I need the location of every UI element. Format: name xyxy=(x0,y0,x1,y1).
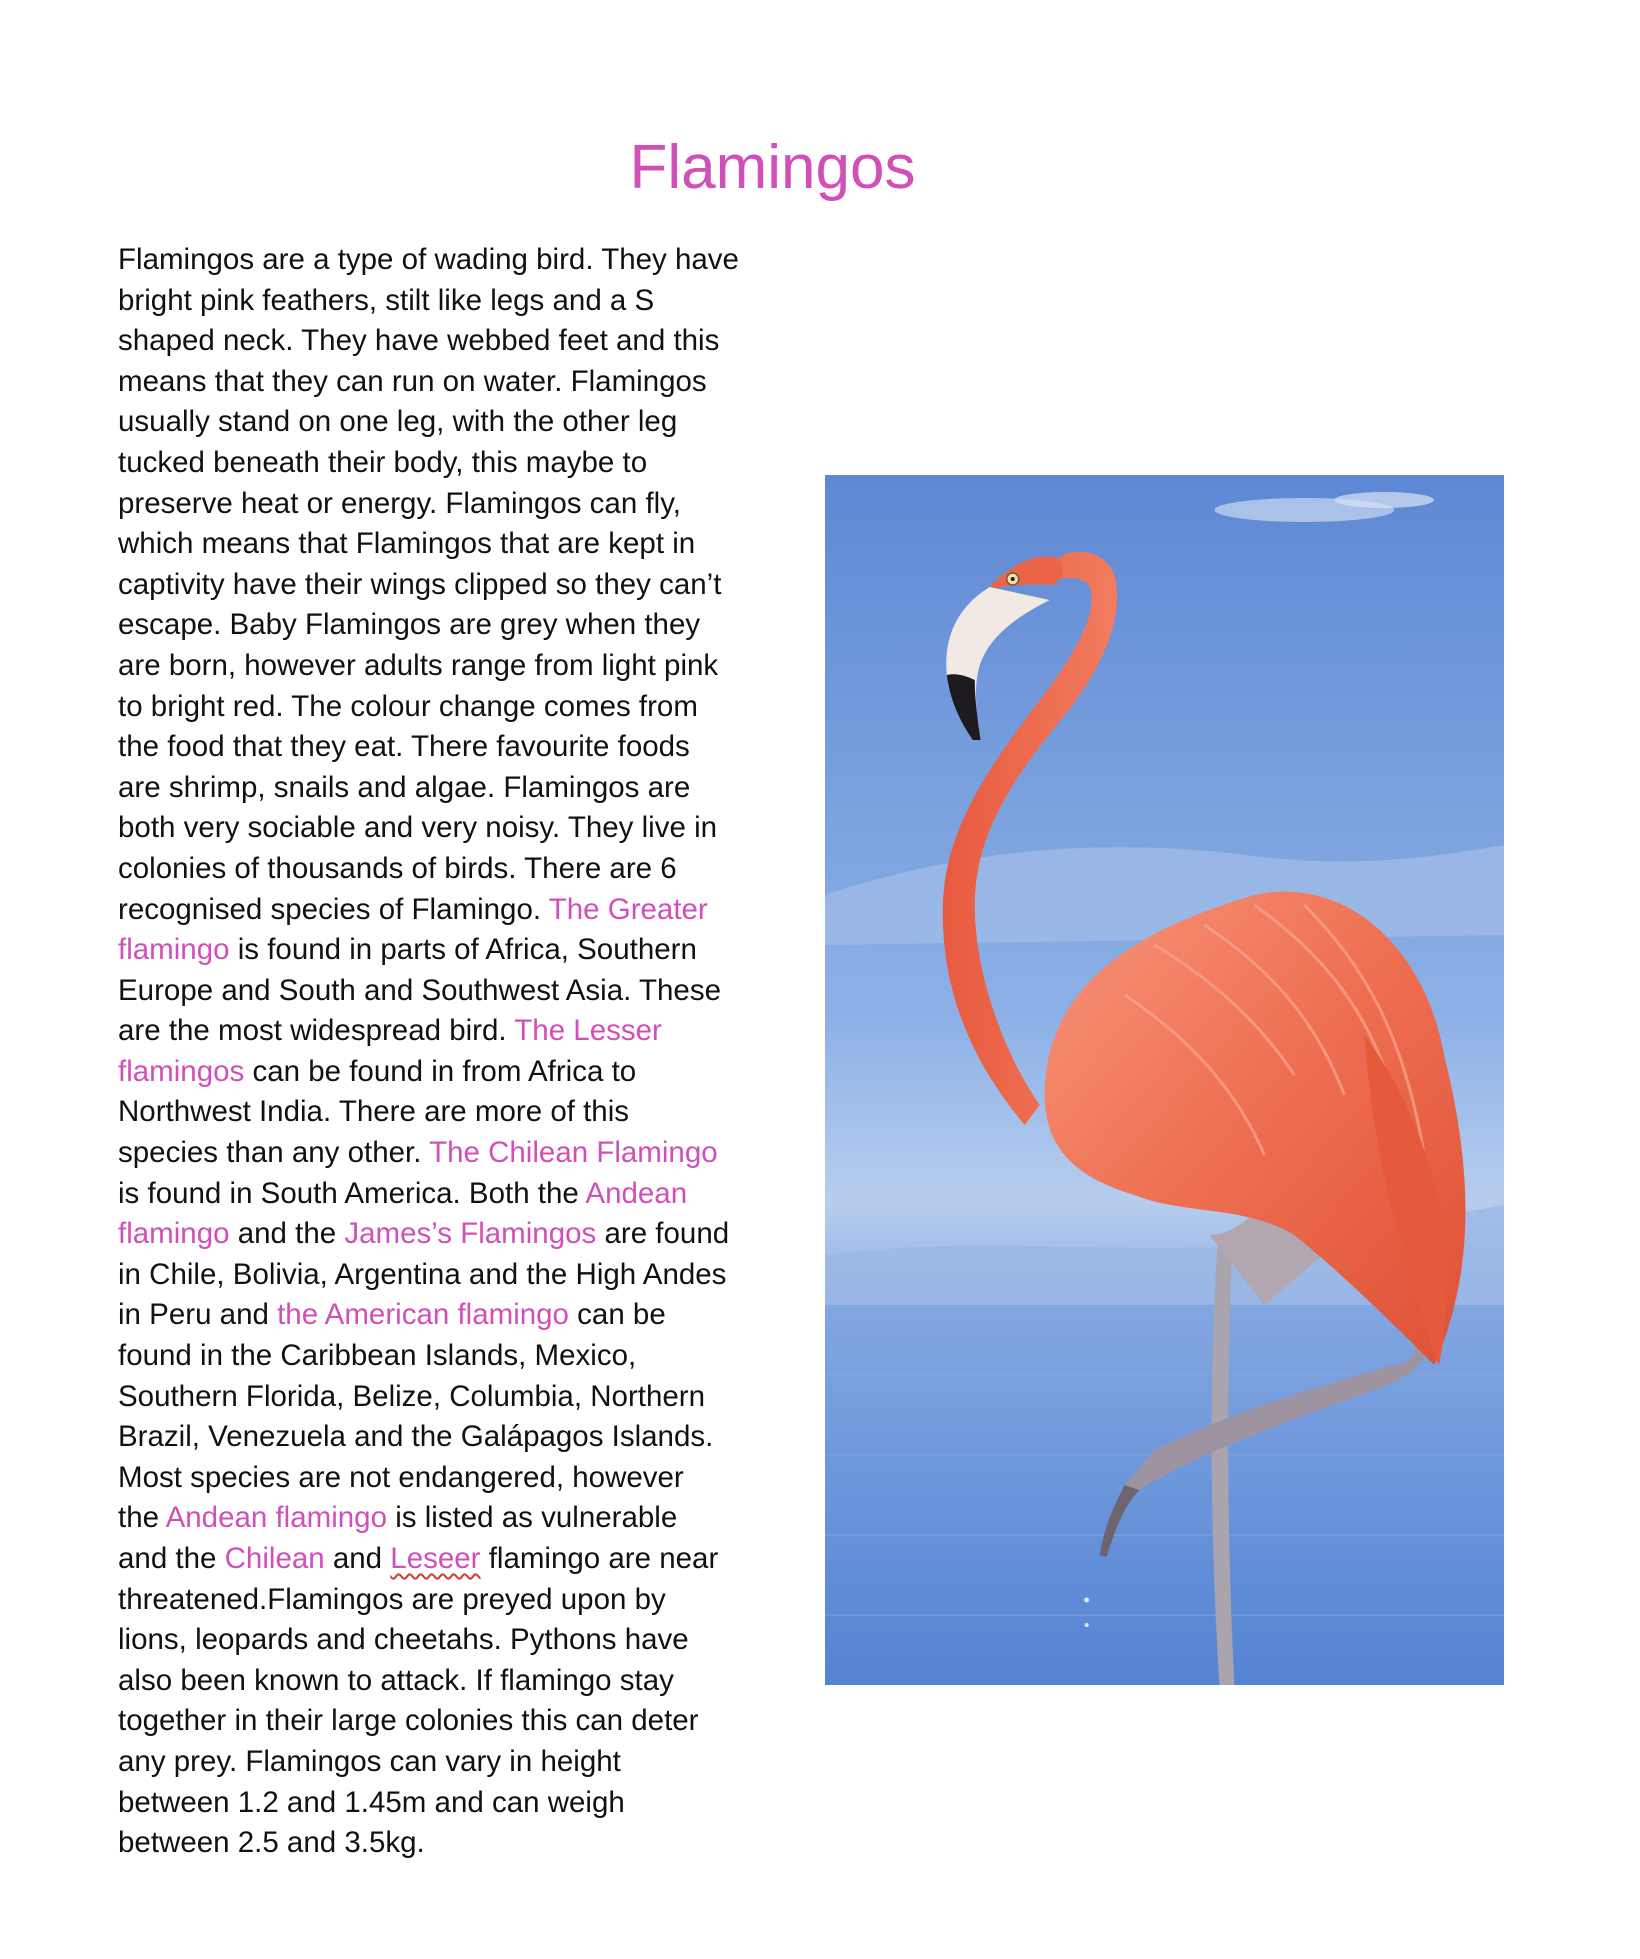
text-run: Northwest India. There are more of this xyxy=(118,1095,630,1129)
text-line xyxy=(118,524,778,565)
text-line xyxy=(118,1498,778,1539)
text-run: tucked beneath their body, this maybe to xyxy=(118,445,648,479)
text-line xyxy=(118,1214,778,1255)
water xyxy=(825,1305,1504,1685)
text-line xyxy=(118,443,778,484)
text-line xyxy=(118,687,778,728)
text-run: in Chile, Bolivia, Argentina and the High Andes xyxy=(118,1257,727,1291)
text-line xyxy=(118,1133,778,1174)
text-run: the xyxy=(118,1501,166,1535)
species-name: Andean flamingo xyxy=(165,1501,387,1535)
text-line xyxy=(118,402,778,443)
text-run: which means that Flamingos that are kept in xyxy=(118,527,696,561)
page-title: Flamingos xyxy=(629,133,916,202)
text-run: lions, leopards and cheetahs. Pythons have xyxy=(118,1623,689,1657)
text-line xyxy=(118,321,778,362)
species-name: flamingo xyxy=(118,933,230,967)
text-run: between 2.5 and 3.5kg. xyxy=(118,1826,425,1860)
text-line xyxy=(118,1174,778,1215)
text-line xyxy=(118,849,778,890)
text-run: are shrimp, snails and algae. Flamingos are xyxy=(118,770,691,804)
text-line xyxy=(118,1458,778,1499)
text-run: Brazil, Venezuela and the Galápagos Islands. xyxy=(118,1420,714,1454)
text-run: is found in parts of Africa, Southern xyxy=(229,933,697,967)
text-line xyxy=(118,1823,778,1864)
text-run: preserve heat or energy. Flamingos can fly, xyxy=(118,486,681,520)
species-name: The Lesser xyxy=(514,1014,662,1048)
text-run: Southern Florida, Belize, Columbia, Northern xyxy=(118,1379,706,1413)
flamingo-illustration xyxy=(825,475,1504,1685)
text-run: escape. Baby Flamingos are grey when they xyxy=(118,608,701,642)
text-run: species than any other. xyxy=(118,1136,430,1170)
text-line xyxy=(118,808,778,849)
text-run: colonies of thousands of birds. There are 6 xyxy=(118,851,677,885)
text-run: and the xyxy=(229,1217,345,1251)
text-line xyxy=(118,1092,778,1133)
body-text xyxy=(118,240,778,1864)
text-line xyxy=(118,1620,778,1661)
text-run: are born, however adults range from light pink xyxy=(118,648,719,682)
text-run: are found xyxy=(596,1217,730,1251)
text-run: usually stand on one leg, with the other leg xyxy=(118,405,678,439)
text-run: between 1.2 and 1.45m and can weigh xyxy=(118,1785,625,1819)
text-line xyxy=(118,1295,778,1336)
text-run: and xyxy=(324,1542,391,1575)
misspelled-species-name: Leseer xyxy=(390,1542,481,1575)
text-line xyxy=(118,1539,778,1580)
text-run: threatened.Flamingos are preyed upon by xyxy=(118,1582,666,1616)
text-line xyxy=(118,484,778,525)
text-run: the food that they eat. There favourite foods xyxy=(118,730,690,764)
species-name: The Greater xyxy=(548,892,708,926)
species-name: flamingos xyxy=(118,1054,245,1088)
text-line xyxy=(118,362,778,403)
text-line xyxy=(118,1255,778,1296)
text-run: Europe and South and Southwest Asia. These xyxy=(118,973,721,1007)
text-line xyxy=(118,605,778,646)
text-run: in Peru and xyxy=(118,1298,278,1332)
text-line xyxy=(118,1701,778,1742)
text-line xyxy=(118,890,778,931)
text-line xyxy=(118,1052,778,1093)
species-name: Andean xyxy=(585,1176,688,1210)
text-line xyxy=(118,1417,778,1458)
text-run: recognised species of Flamingo. xyxy=(118,892,549,926)
species-name: flamingo xyxy=(118,1217,230,1251)
text-line xyxy=(118,240,778,281)
text-run: found in the Caribbean Islands, Mexico, xyxy=(118,1339,637,1373)
text-line xyxy=(118,1377,778,1418)
text-line xyxy=(118,768,778,809)
text-run: can be xyxy=(568,1298,666,1332)
text-run: bright pink feathers, stilt like legs and a S xyxy=(118,283,655,317)
text-line xyxy=(118,1336,778,1377)
species-name: James’s Flamingos xyxy=(344,1217,597,1251)
text-line xyxy=(118,281,778,322)
species-name: Chilean xyxy=(224,1542,325,1575)
text-line xyxy=(118,1661,778,1702)
species-name: The Chilean Flamingo xyxy=(429,1136,718,1170)
text-run: is listed as vulnerable xyxy=(387,1501,678,1535)
text-line xyxy=(118,930,778,971)
text-run: together in their large colonies this can deter xyxy=(118,1704,699,1738)
text-line xyxy=(118,1580,778,1621)
text-run: shaped neck. They have webbed feet and this xyxy=(118,324,720,358)
text-line xyxy=(118,727,778,768)
text-run: both very sociable and very noisy. They live in xyxy=(118,811,718,845)
text-run: flamingo are near xyxy=(480,1542,719,1575)
text-run: can be found in from Africa to xyxy=(244,1054,637,1088)
text-run: captivity have their wings clipped so they can’t xyxy=(118,567,722,601)
text-run: to bright red. The colour change comes from xyxy=(118,689,698,723)
text-run: any prey. Flamingos can vary in height xyxy=(118,1744,621,1778)
text-line xyxy=(118,1011,778,1052)
text-line xyxy=(118,971,778,1012)
text-line xyxy=(118,565,778,606)
text-run: Most species are not endangered, however xyxy=(118,1460,684,1494)
text-line xyxy=(118,646,778,687)
text-run: means that they can run on water. Flamingos xyxy=(118,364,707,398)
text-run: Flamingos are a type of wading bird. They have xyxy=(118,243,739,276)
flamingo-photo xyxy=(825,475,1504,1685)
text-line xyxy=(118,1783,778,1824)
text-run: is found in South America. Both the xyxy=(118,1176,586,1210)
text-run: and the xyxy=(118,1542,225,1575)
text-run: also been known to attack. If flamingo stay xyxy=(118,1663,674,1697)
text-run: are the most widespread bird. xyxy=(118,1014,515,1048)
species-name: the American flamingo xyxy=(277,1298,569,1332)
text-line xyxy=(118,1742,778,1783)
